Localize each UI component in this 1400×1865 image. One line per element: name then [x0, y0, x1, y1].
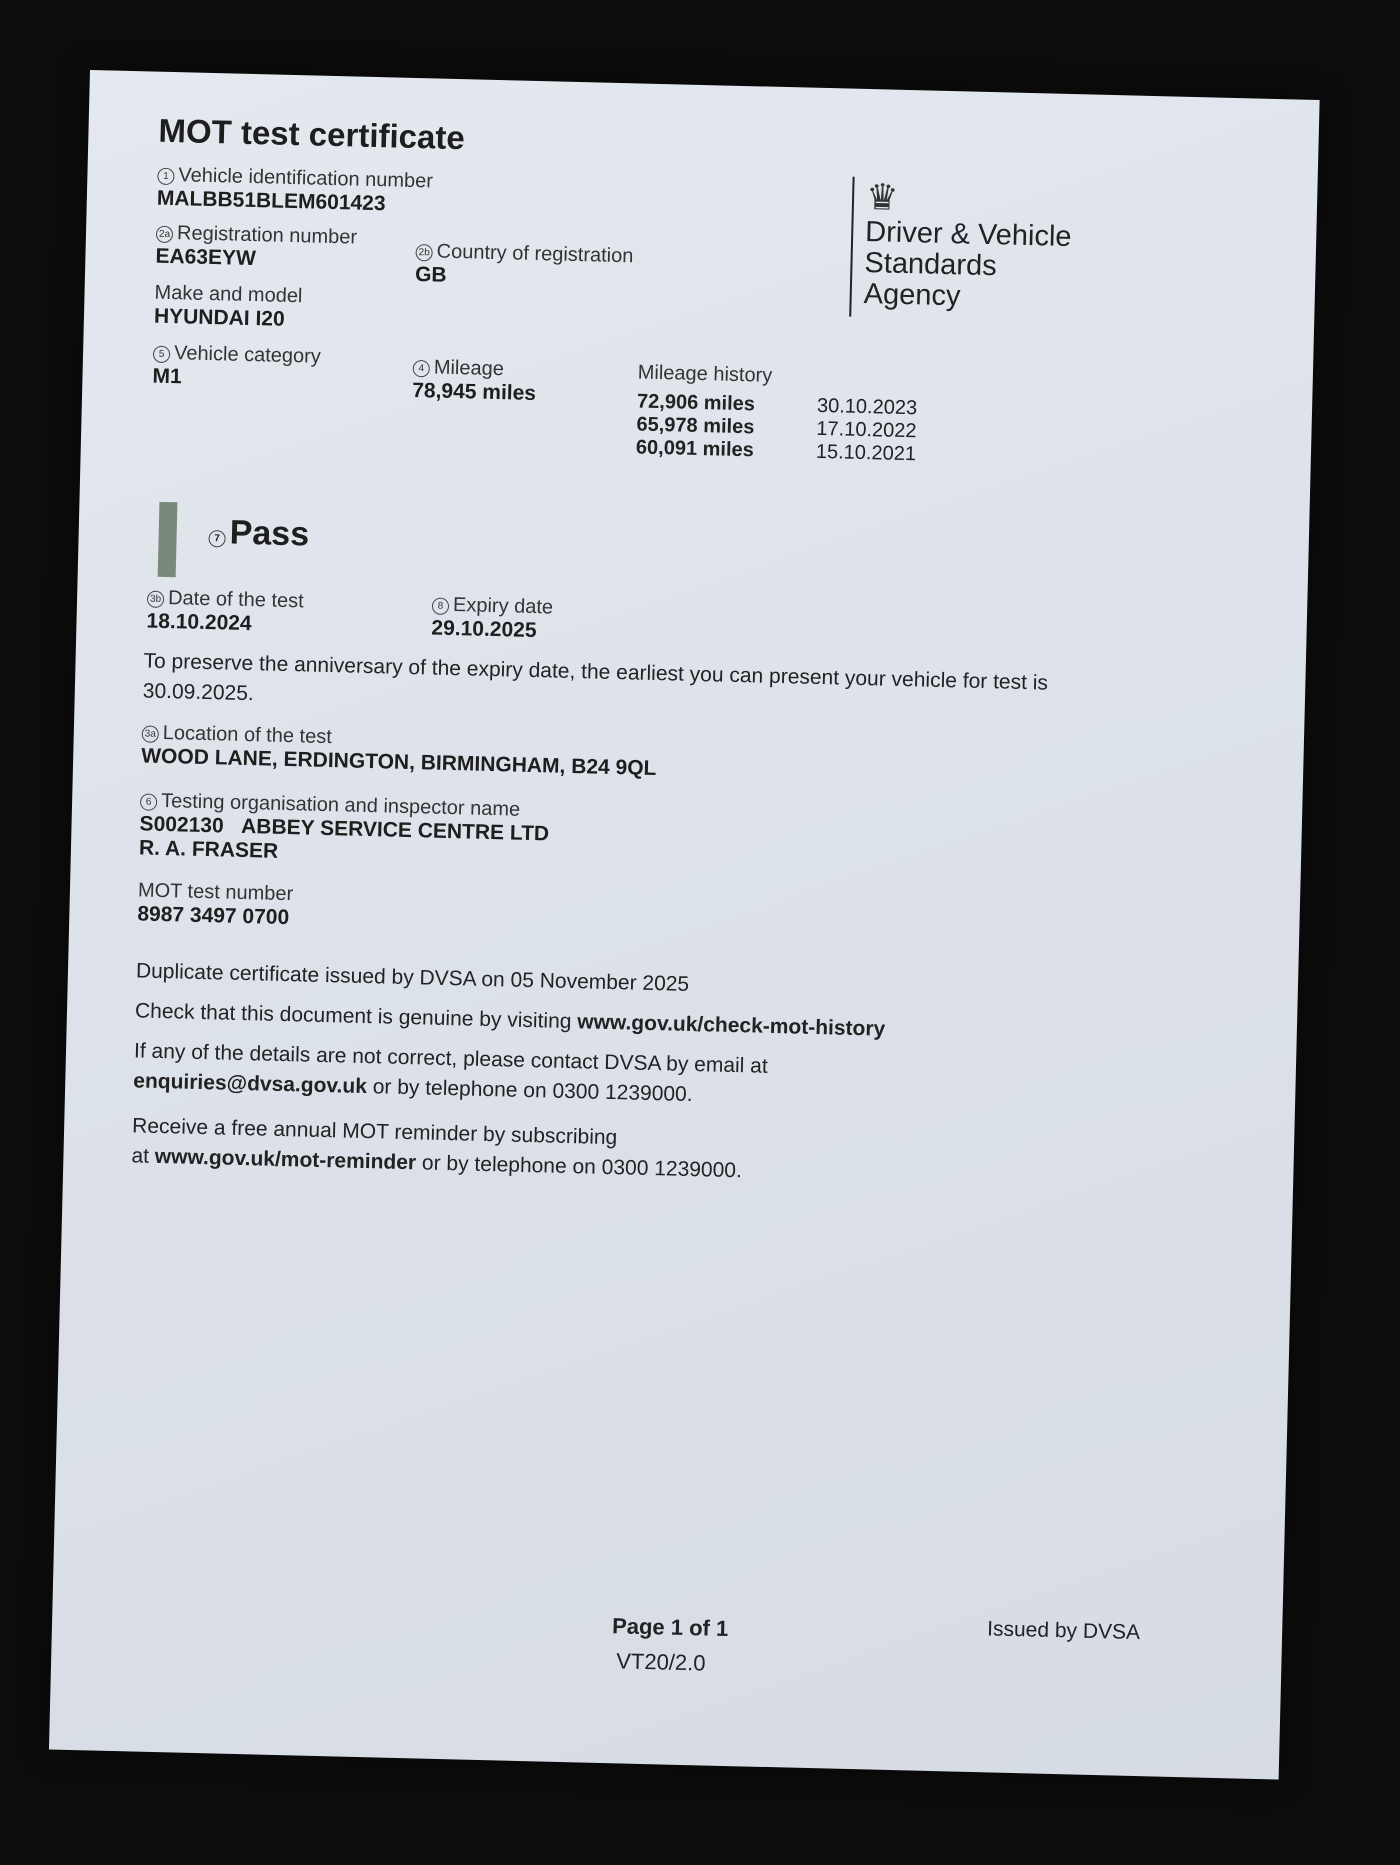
field-number-badge: 3a: [142, 725, 159, 742]
certificate-title: MOT test certificate: [158, 111, 466, 157]
test-number-label: MOT test number: [137, 879, 294, 906]
vin-section: [157, 164, 434, 218]
check-text: Check that this document is genuine by visiting: [134, 999, 578, 1034]
organisation-label: Testing organisation and inspector name: [160, 789, 521, 821]
expiry-label: Expiry date: [452, 594, 554, 619]
contact-text: If any of the details are not correct, please contact DVSA by email at: [133, 1039, 768, 1078]
test-number-section: [137, 879, 293, 930]
country-value: GB: [414, 263, 447, 287]
anniversary-note: To preserve the anniversary of the expiry date, the earliest you can present your vehicle for test is 30.09.2025.: [142, 649, 1049, 706]
field-number-badge: 1: [157, 168, 174, 185]
reminder-phone-text: or by telephone on 0300 1239000.: [415, 1151, 743, 1183]
inspector-name: R. A. FRASER: [138, 836, 279, 863]
organisation-section: [139, 789, 550, 870]
history-miles: 65,978 miles: [636, 413, 755, 439]
vin-value: MALBB51BLEM601423: [156, 186, 386, 216]
category-section: [152, 342, 321, 393]
field-number-badge: 4: [413, 360, 430, 377]
expiry-section: [431, 594, 553, 644]
check-link[interactable]: www.gov.uk/check-mot-history: [577, 1010, 886, 1041]
duplicate-note: Duplicate certificate issued by DVSA on 05 November 2025: [135, 959, 690, 996]
history-date: 30.10.2023: [816, 394, 918, 420]
country-section: [415, 240, 634, 292]
issued-by: Issued by DVSA: [986, 1617, 1141, 1645]
expiry-value: 29.10.2025: [431, 616, 537, 643]
location-value: WOOD LANE, ERDINGTON, BIRMINGHAM, B24 9QL: [140, 744, 657, 781]
country-label: Country of registration: [436, 240, 634, 268]
history-date: 17.10.2022: [816, 417, 917, 443]
reminder-link[interactable]: www.gov.uk/mot-reminder: [154, 1144, 417, 1175]
field-number-badge: 8: [432, 598, 449, 615]
reminder-text: Receive a free annual MOT reminder by subscribing: [131, 1114, 618, 1150]
make-model-label: Make and model: [154, 281, 303, 308]
history-date: 15.10.2021: [815, 440, 917, 466]
contact-note: [133, 1036, 768, 1111]
history-miles: 72,906 miles: [636, 390, 756, 416]
make-model-value: HYUNDAI I20: [153, 304, 285, 331]
mileage-label: Mileage: [433, 356, 505, 381]
field-number-badge: 2a: [156, 226, 173, 243]
form-code: VT20/2.0: [615, 1648, 706, 1676]
royal-crest-icon: ♛: [865, 176, 899, 218]
field-number-badge: 5: [153, 346, 170, 363]
mot-certificate-page: [49, 70, 1320, 1780]
location-section: [141, 721, 657, 781]
registration-value: EA63EYW: [155, 244, 257, 271]
field-number-badge: 6: [140, 793, 157, 810]
test-date-label: Date of the test: [167, 587, 304, 613]
mileage-section: [412, 356, 537, 406]
result-bar: [158, 502, 178, 577]
mileage-value: 78,945 miles: [411, 378, 537, 405]
organisation-id: S002130: [139, 812, 224, 838]
contact-email[interactable]: enquiries@dvsa.gov.uk: [133, 1069, 368, 1099]
field-number-badge: 3b: [147, 591, 164, 608]
logo-line: Driver & Vehicle: [864, 215, 1072, 254]
logo-line: Agency: [863, 277, 961, 313]
registration-section: [155, 222, 357, 274]
reminder-prefix: at: [131, 1144, 156, 1168]
category-label: Vehicle category: [173, 342, 322, 368]
field-number-badge: 2b: [415, 244, 432, 261]
result-status: [208, 513, 309, 554]
mileage-history-label: Mileage history: [637, 361, 773, 387]
dvsa-logo: [849, 177, 1073, 322]
vin-label: Vehicle identification number: [178, 164, 434, 193]
result-value: Pass: [229, 513, 310, 554]
history-miles: 60,091 miles: [635, 436, 755, 462]
test-number-value: 8987 3497 0700: [137, 902, 290, 930]
test-date-section: [146, 587, 304, 638]
logo-line: Standards: [864, 246, 998, 283]
make-model-section: [154, 282, 303, 333]
page-number: Page 1 of 1: [611, 1613, 729, 1642]
organisation-name: ABBEY SERVICE CENTRE LTD: [240, 814, 550, 846]
mileage-history-section: [636, 361, 918, 466]
check-note: [135, 996, 886, 1044]
reminder-note: [131, 1111, 743, 1186]
category-value: M1: [152, 364, 182, 389]
registration-label: Registration number: [176, 222, 358, 249]
field-number-badge: 7: [208, 530, 225, 547]
contact-phone-text: or by telephone on 0300 1239000.: [366, 1075, 693, 1107]
location-label: Location of the test: [162, 721, 333, 749]
test-date-value: 18.10.2024: [146, 609, 252, 636]
